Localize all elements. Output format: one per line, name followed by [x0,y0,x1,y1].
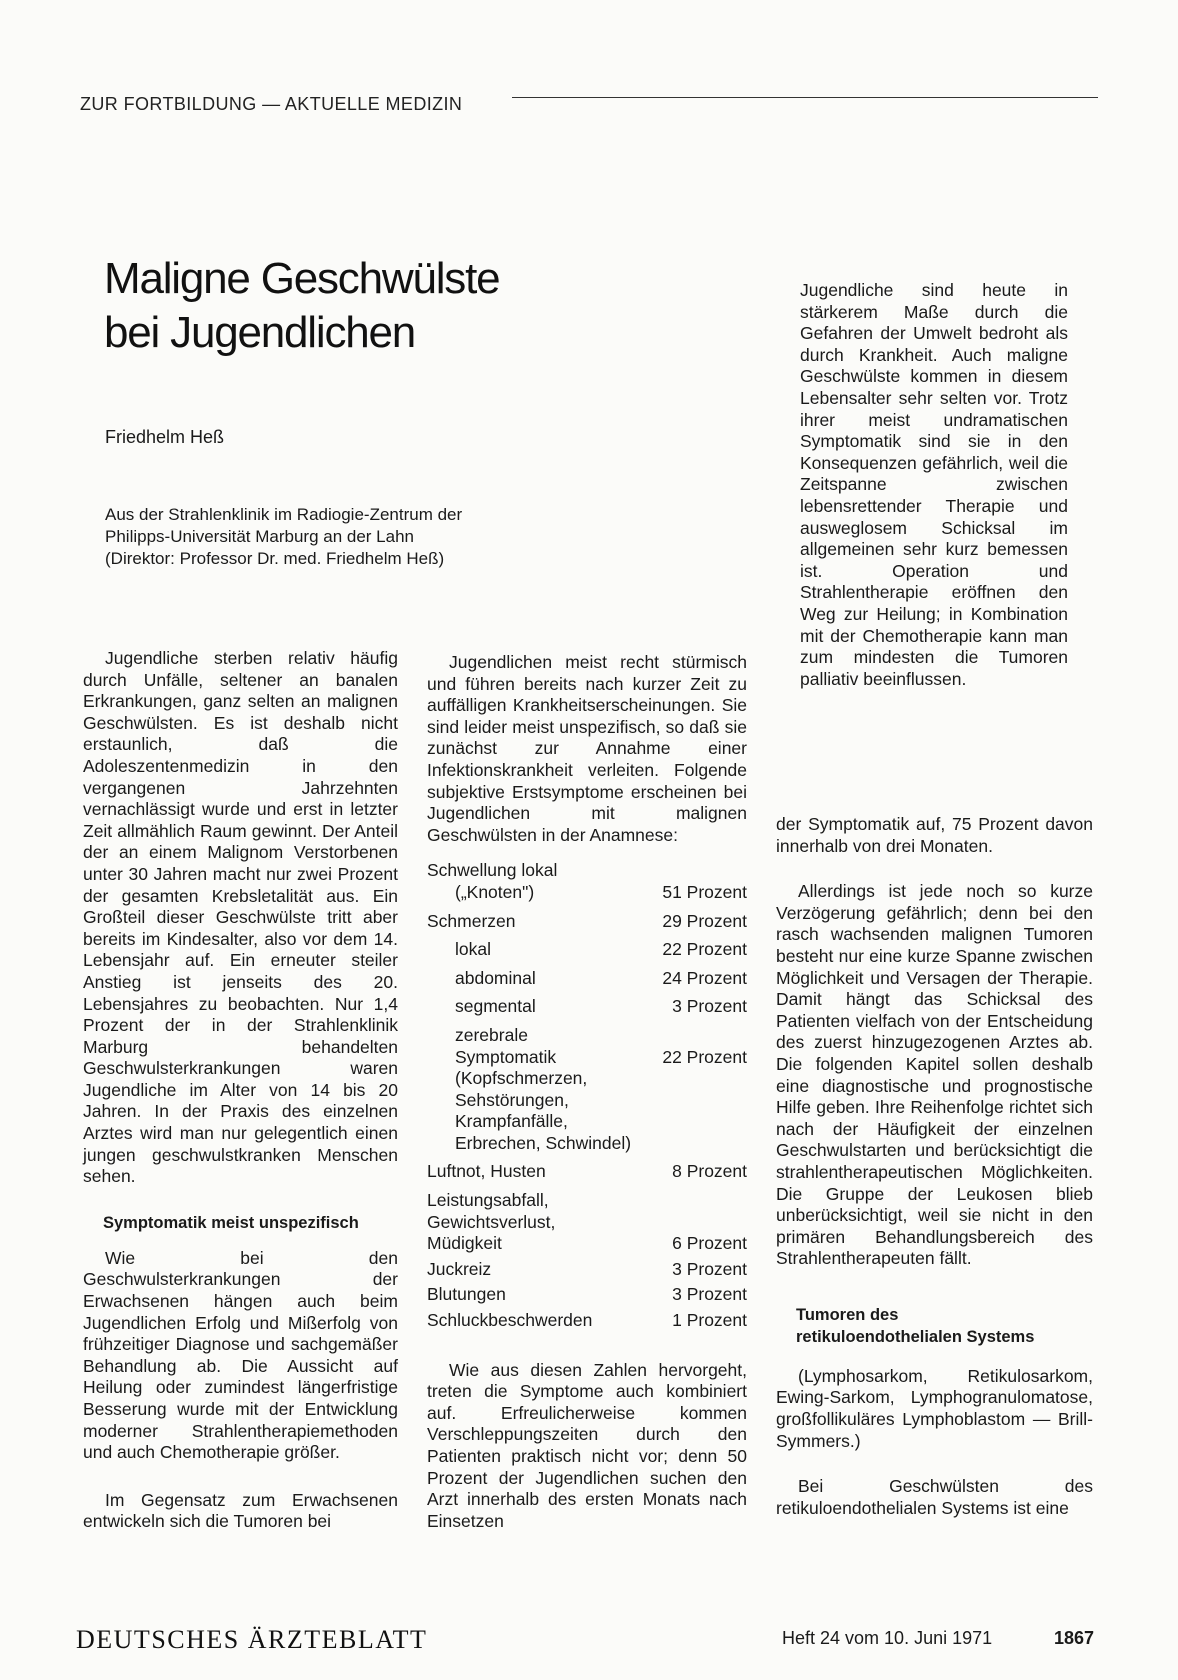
paragraph: Allerdings ist jede noch so kurze Verzögerung gefährlich; denn bei den rasch wachsenden malignen Tumoren besteht nur eine kurze Spanne zwischen Möglichkeit und Versagen der Therapie. Damit hängt das Schicksal des Patienten vielfach von der Entscheidung des zuerst hinzugezogenen Arztes ab. Die folgenden Kapitel sollen deshalb eine diagnostische und prognostische Hilfe geben. Ihre Reihenfolge richtet sich nach der Häufigkeit der einzelnen Geschwulstarten und berücksichtigt die strahlentherapeutischen Möglichkeiten. Die Gruppe der Leukosen blieb unberücksichtigt, weil sie nicht in den primären Behandlungsbereich des Strahlentherapeuten fällt. [776,881,1093,1269]
affiliation-line: Aus der Strahlenklinik im Radiogie-Zentrum der [105,505,463,524]
symptom-value [647,860,747,882]
symptom-row [427,1310,747,1332]
symptom-label: Blutungen [427,1284,506,1305]
paragraph: Wie bei den Geschwulsterkrankungen der Erwachsenen hängen auch beim Jugendlichen Erfolg und Mißerfolg von frühzeitiger Diagnose und sachgemäßer Behandlung ab. Die Aussicht auf Heilung oder zumindest längerfristige Besserung wurde mit der Entwicklung moderner Strahlentherapiemethoden und auch Chemotherapie größer. [83,1247,398,1463]
symptom-label: Schluckbeschwerden [427,1310,593,1331]
article-title [104,252,499,360]
column-2 [427,652,747,1532]
symptom-row [427,882,747,904]
paragraph: der Symptomatik auf, 75 Prozent davon innerhalb von drei Monaten. [776,814,1093,856]
issue-info: Heft 24 vom 10. Juni 1971 [782,1628,993,1648]
symptom-value: 22 Prozent [662,1046,747,1067]
paragraph: Bei Geschwülsten des retikuloendothelialen Systems ist eine [776,1476,1093,1518]
abstract [800,280,1068,690]
symptom-label: lokal [455,939,491,960]
symptom-row [427,1068,747,1154]
paragraph: Im Gegensatz zum Erwachsenen entwickeln sich die Tumoren bei [83,1489,398,1532]
header-rule [512,97,1098,98]
column-1 [83,648,398,1533]
affiliation-line: (Direktor: Professor Dr. med. Friedhelm Heß) [105,549,445,568]
symptom-row [427,1025,747,1068]
title-line-2: bei Jugendlichen [104,308,416,357]
symptom-row [427,939,747,961]
title-line-1: Maligne Geschwülste [104,254,500,303]
symptom-row [427,1161,747,1183]
symptom-row [427,968,747,990]
section-heading: Symptomatik meist unspezifisch [103,1213,359,1232]
journal-name: DEUTSCHES ÄRZTEBLATT [76,1625,428,1654]
symptom-value: 51 Prozent [662,881,747,902]
paragraph: (Lymphosarkom, Retikulosarkom, Ewing-Sarkom, Lymphogranulomatose, großfollikuläres Lymphoblastom — Brill-Symmers.) [776,1365,1093,1451]
symptom-value: 3 Prozent [672,1284,747,1305]
symptom-label: („Knoten") [455,881,535,902]
symptom-row [427,996,747,1018]
symptom-value: 24 Prozent [662,967,747,988]
symptom-value: 29 Prozent [662,910,747,931]
symptom-value: 8 Prozent [672,1161,747,1182]
paragraph: Jugendliche sterben relativ häufig durch Unfälle, seltener an banalen Erkrankungen, ganz selten an malignen Geschwülsten. Es ist deshalb nicht erstaunlich, daß die Adoleszentenmedizin in den vergangenen Jahrzehnten vernachlässigt wurde und erst in letzter Zeit allmählich Raum gewinnt. Der Anteil der an einem Malignom Verstorbenen unter 30 Jahren macht nur zwei Prozent der gesamten Krebsletalität aus. Ein Großteil dieser Geschwülste tritt aber bereits im Kindesalter, also vor dem 14. Lebensjahr auf. Ein erneuter steiler Anstieg ist jenseits des 20. Lebensjahres zu beobachten. Nur 1,4 Prozent der in der Strahlenklinik Marburg behandelten Geschwulsterkrankungen waren Jugendliche im Alter von 14 bis 20 Jahren. In der Praxis des einzelnen Arztes wird man nur gelegentlich einen jungen geschwulstkranken Menschen sehen. [83,648,398,1187]
symptom-value: 22 Prozent [662,939,747,960]
symptom-value: 3 Prozent [672,996,747,1017]
symptom-label: segmental [455,996,536,1017]
affiliation-line: Philipps-Universität Marburg an der Lahn [105,527,414,546]
section-heading-line: Tumoren des [796,1305,899,1324]
section-heading [776,1304,1093,1348]
affiliation [105,504,575,570]
section-heading-line: retikuloendothelialen Systems [796,1327,1035,1346]
symptom-value: 6 Prozent [672,1233,747,1254]
symptom-label: Schwellung lokal [427,860,558,881]
symptom-label: Juckreiz [427,1258,492,1279]
symptom-row [427,860,747,882]
symptom-label: Leistungsabfall, Gewichtsverlust, Müdigkeit [427,1190,556,1254]
symptom-label: Schmerzen [427,910,516,931]
symptom-row [427,1190,747,1255]
symptom-row [427,1284,747,1306]
symptom-value [647,1068,747,1154]
symptom-row [427,911,747,933]
author: Friedhelm Heß [105,427,225,447]
symptom-label: Luftnot, Husten [427,1161,546,1182]
page-number: 1867 [1054,1628,1095,1648]
symptom-value: 1 Prozent [672,1310,747,1331]
symptom-label: zerebrale Symptomatik [455,1024,557,1067]
paragraph: Jugendlichen meist recht stürmisch und führen bereits nach kurzer Zeit zu auffälligen Krankheitserscheinungen. Sie sind leider meist unspezifisch, so daß sie zunächst zur Annahme einer Infektionskrankheit verleiten. Folgende subjektive Erstsymptome erscheinen bei Jugendlichen mit malignen Geschwülsten in der Anamnese: [427,652,747,845]
symptom-row [427,1259,747,1281]
symptom-value: 3 Prozent [672,1258,747,1279]
section-header: ZUR FORTBILDUNG — AKTUELLE MEDIZIN [80,94,463,114]
symptom-list [427,860,747,1331]
column-3 [776,814,1093,1519]
symptom-label: abdominal [455,967,536,988]
paragraph: Wie aus diesen Zahlen hervorgeht, treten die Symptome auch kombiniert auf. Erfreulicherweise kommen Verschleppungszeiten durch den Patienten praktisch nicht vor; denn 50 Prozent der Jugendlichen suchen den Arzt innerhalb des ersten Monats nach Einsetzen [427,1359,747,1531]
symptom-label: (Kopfschmerzen, Sehstörungen, Krampfanfälle, Erbrechen, Schwindel) [455,1068,632,1153]
abstract-text: Jugendliche sind heute in stärkerem Maße durch die Gefahren der Umwelt bedroht als durch Krankheit. Auch maligne Geschwülste kommen in diesem Lebensalter sehr selten vor. Trotz ihrer meist undramatischen Symptomatik sind sie in den Konsequenzen gefährlich, weil die Zeitspanne zwischen lebensrettender Therapie und ausweglosem Schicksal im allgemeinen sehr kurz bemessen ist. Operation und Strahlentherapie eröffnen den Weg zur Heilung; in Kombination mit der Chemotherapie kann man zum mindesten die Tumoren palliativ beeinflussen. [800,280,1068,689]
